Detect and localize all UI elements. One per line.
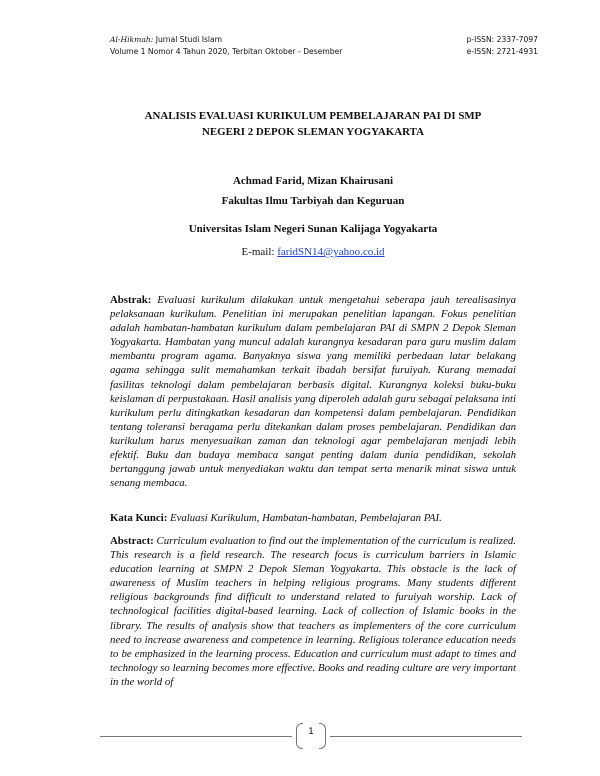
university: Universitas Islam Negeri Sunan Kalijaga Yogyakarta [188,223,438,235]
footer-rule-right [330,736,522,737]
email-line [110,245,516,259]
page-number: 1 [308,727,314,737]
footer-brace-right [319,723,326,749]
journal-subtitle: Jurnal Studi Islam [153,35,223,44]
header-row-2 [110,46,538,58]
journal-name: Al-Hikmah: [110,35,154,44]
title-line-1: ANALISIS EVALUASI KURIKULUM PEMBELAJARAN PAI DI SMP [144,110,482,122]
keywords-paragraph [110,511,516,525]
email-link[interactable]: faridSN14@yahoo.co.id [277,246,385,258]
e-issn: e-ISSN: 2721-4931 [466,47,538,56]
journal-header [110,34,538,58]
volume-info: Volume 1 Nomor 4 Tahun 2020, Terbitan Oktober - Desember [110,47,343,56]
header-row-1 [110,34,538,46]
journal-title [110,34,222,46]
paper-title [110,109,516,140]
keywords-text: Evaluasi Kurikulum, Hambatan-hambatan, Pembelajaran PAI. [167,512,442,524]
p-issn: p-ISSN: 2337-7097 [466,35,538,44]
abstrak-label: Abstrak: [110,294,152,306]
abstrak-paragraph [110,293,516,490]
email-label: E-mail: [241,246,278,258]
keywords-label: Kata Kunci: [110,512,168,524]
abstract-label: Abstract: [110,535,154,547]
faculty: Fakultas Ilmu Tarbiyah dan Keguruan [221,195,405,207]
authors: Achmad Farid, Mizan Khairusani [232,175,394,187]
abstract-paragraph [110,534,516,689]
abstrak-text: Evaluasi kurikulum dilakukan untuk mengetahui seberapa jauh terealisasinya pelaksanaan kurikulum. Penelitian ini merupakan penelitian lapangan. Fokus penelitian adalah hambatan-hambatan kurikulum dalam pembelajaran PAI di SMPN 2 Depok Sleman Yogyakarta. Hambatan yang muncul adalah kurangnya kesadaran para guru muslim dalam membantu program agama. Banyaknya siswa yang memiliki perbedaan latar belakang agama sehingga sulit memahamkan terkait ibadah bersifat furuiyah. Kurang memadai fasilitas teknologi dalam pembelajaran berbasis digital. Kurangnya koleksi buku-buku keislaman di perpustakaan. Hasil analisis yang diperoleh adalah guru sebagai pelaksana inti kurikulum perlu ditingkatkan kesadaran dan kompetensi dalam pembelajaran. Pendidikan tentang toleransi beragama perlu ditekankan dalam proses pembelajaran. Pendidikan dan kurikulum harus menyesuaikan zaman dan teknologi agar pembelajaran menjadi lebih efektif. Buku dan budaya membaca sangat penting dalam dunia pendidikan, sekolah bertanggung jawab untuk menyediakan waktu dan tempat serta menarik minat siswa untuk senang membaca. [110,294,516,490]
title-line-2: NEGERI 2 DEPOK SLEMAN YOGYAKARTA [202,125,424,138]
page-footer [100,723,522,749]
abstract-text: Curriculum evaluation to find out the implementation of the curriculum is realized. This research is a field research. The research focus is curriculum barriers in Islamic education learning at SMPN 2 Depok Sleman Yogyakarta. This obstacle is the lack of awareness of Muslim teachers in helping religious programs. Many students different religious backgrounds find difficult to understand related to furuiyah worship. Lack of technological facilities digital-based learning. Lack of collection of Islamic books in the library. The results of analysis show that teachers as implementers of the core curriculum need to increase awareness and competence in learning. Religious tolerance education needs to be emphasized in the learning process. Education and curriculum must adapt to times and technology so learning becomes more effective. Books and reading culture are very important in the world of [110,535,516,688]
